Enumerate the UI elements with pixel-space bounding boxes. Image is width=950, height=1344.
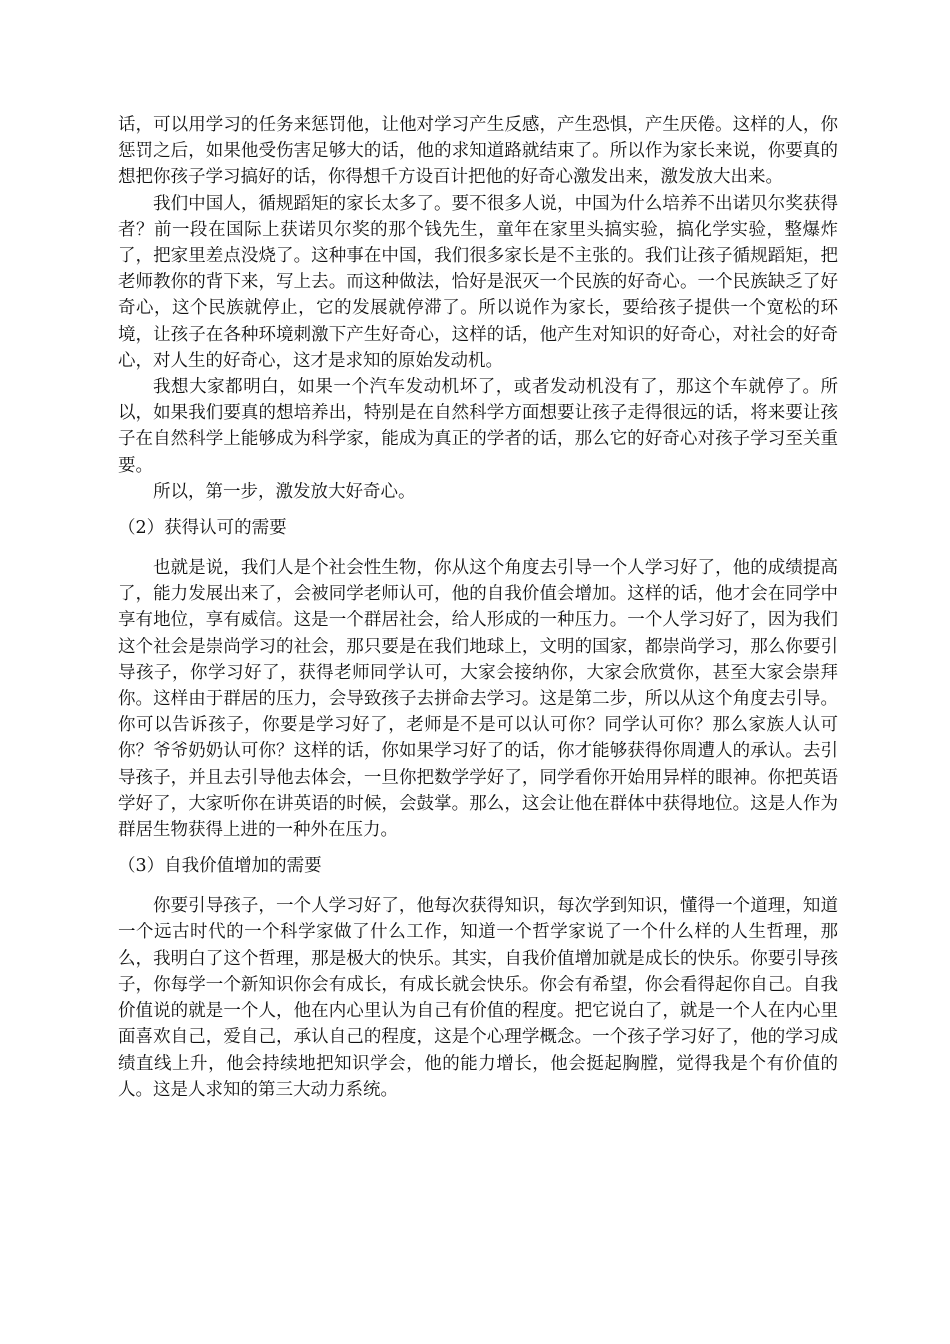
section-2-body: 也就是说，我们人是个社会性生物，你从这个角度去引导一个人学习好了，他的成绩提高了，能力发展出来了，会被同学老师认可，他的自我价值会增加。这样的话，他才会在同学中享有地位，享有威信。这是一个群居社会，给人形成的一种压力。一个人学习好了，因为我们这个社会是崇尚学习的社会，那只要是在我们地球上，文明的国家，都崇尚学习，那么你要引导孩子，你学习好了，获得老师同学认可，大家会接纳你，大家会欣赏你，甚至大家会崇拜你。这样由于群居的压力，会导致孩子去拼命去学习。这是第二步，所以从这个角度去引导。你可以告诉孩子，你要是学习好了，老师是不是可以认可你？同学认可你？那么家族人认可你？爷爷奶奶认可你？这样的话，你如果学习好了的话，你才能够获得你周遭人的承认。去引导孩子，并且去引导他去体会，一旦你把数学学好了，同学看你开始用异样的眼神。你把英语学好了，大家听你在讲英语的时候，会鼓掌。那么，这会让他在群体中获得地位。这是人作为群居生物获得上进的一种外在压力。 bbox=[118, 558, 838, 841]
section-3-body: 你要引导孩子，一个人学习好了，他每次获得知识，每次学到知识，懂得一个道理，知道一个远古时代的一个科学家做了什么工作，知道一个哲学家说了一个什么样的人生哲理，那么，我明白了这个哲理，那是极大的快乐。其实，自我价值增加就是成长的快乐。你要引导孩子，你每学一个新知识你会有成长，有成长就会快乐。你会有希望，你会看得起你自己。自我价值说的就是一个人，他在内心里认为自己有价值的程度。把它说白了，就是一个人在内心里面喜欢自己，爱自己，承认自己的程度，这是个心理学概念。一个孩子学习好了，他的学习成绩直线上升，他会持续地把知识学会，他的能力增长，他会挺起胸膛，觉得我是个有价值的人。这是人求知的第三大动力系统。 bbox=[118, 896, 838, 1100]
section-heading-2: （2）获得认可的需要 bbox=[118, 518, 287, 539]
document-body bbox=[118, 112, 838, 1103]
paragraph-step-one: 所以，第一步，激发放大好奇心。 bbox=[153, 481, 416, 502]
section-heading-3: （3）自我价值增加的需要 bbox=[118, 856, 322, 877]
paragraph-engine: 我想大家都明白，如果一个汽车发动机坏了，或者发动机没有了，那这个车就停了。所以，如果我们要真的想培养出，特别是在自然科学方面想要让孩子走得很远的话，将来要让孩子在自然科学上能够成为科学家，能成为真正的学者的话，那么它的好奇心对孩子学习至关重要。 bbox=[118, 377, 838, 476]
paragraph-continuation: 话，可以用学习的任务来惩罚他，让他对学习产生反感，产生恐惧，产生厌倦。这样的人，你惩罚之后，如果他受伤害足够大的话，他的求知道路就结束了。所以作为家长来说，你要真的想把你孩子学习搞好的话，你得想千方设百计把他的好奇心激发出来，激发放大出来。 bbox=[118, 115, 838, 188]
paragraph-conformity: 我们中国人，循规蹈矩的家长太多了。要不很多人说，中国为什么培养不出诺贝尔奖获得者？前一段在国际上获诺贝尔奖的那个钱先生，童年在家里头搞实验，搞化学实验，整爆炸了，把家里差点没烧了。这种事在中国，我们很多家长是不主张的。我们让孩子循规蹈矩，把老师教你的背下来，写上去。而这种做法，恰好是泯灭一个民族的好奇心。一个民族缺乏了好奇心，这个民族就停止，它的发展就停滞了。所以说作为家长，要给孩子提供一个宽松的环境，让孩子在各种环境刺激下产生好奇心，这样的话，他产生对知识的好奇心，对社会的好奇心，对人生的好奇心，这才是求知的原始发动机。 bbox=[118, 193, 838, 371]
